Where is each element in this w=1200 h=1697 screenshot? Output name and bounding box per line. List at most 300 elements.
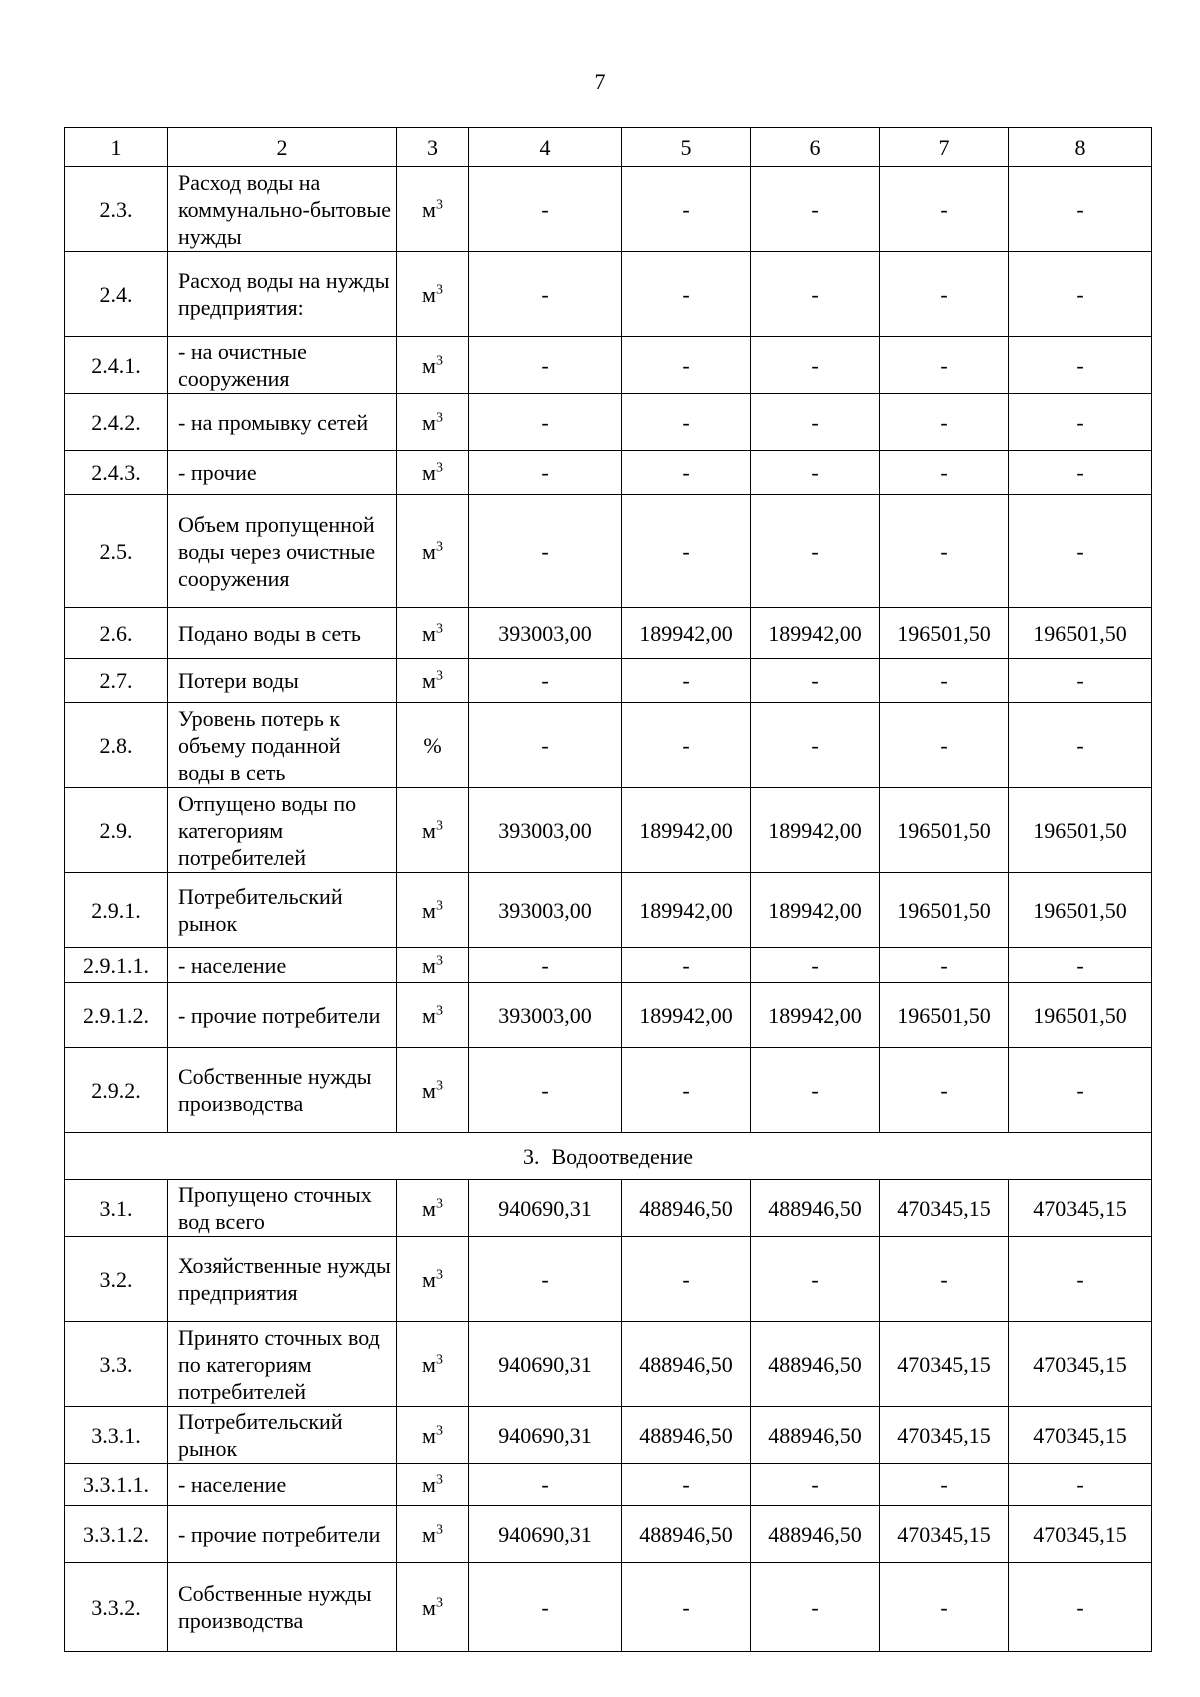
row-number-text: 3.3.1.2. <box>83 1521 149 1547</box>
row-number-text: 2.3. <box>99 196 133 222</box>
value-cell-text: - <box>811 952 819 978</box>
value-cell <box>751 495 880 608</box>
row-unit <box>397 1322 469 1407</box>
row-number <box>65 948 168 983</box>
header-cell: 6 <box>751 128 880 167</box>
table-row <box>65 608 1152 659</box>
value-cell <box>1009 1048 1152 1133</box>
value-cell <box>622 873 751 948</box>
row-name-text: Собственные нужды производства <box>178 1581 372 1633</box>
value-cell <box>622 1322 751 1407</box>
header-cell: 3 <box>397 128 469 167</box>
value-cell <box>880 788 1009 873</box>
value-cell <box>1009 394 1152 451</box>
row-number <box>65 1180 168 1237</box>
value-cell-text: - <box>940 460 948 485</box>
value-cell <box>622 451 751 495</box>
unit-superscript: 3 <box>435 953 443 969</box>
value-cell-text: - <box>541 460 549 485</box>
row-number <box>65 451 168 495</box>
value-cell-text: 189942,00 <box>768 620 862 646</box>
row-unit <box>397 948 469 983</box>
value-cell <box>1009 495 1152 608</box>
value-cell <box>469 451 622 495</box>
header-cell: 1 <box>65 128 168 167</box>
value-cell <box>1009 703 1152 788</box>
value-cell <box>751 608 880 659</box>
value-cell-text: - <box>1076 409 1084 435</box>
value-cell <box>1009 873 1152 948</box>
value-cell-text: - <box>682 1472 690 1497</box>
value-cell <box>880 1322 1009 1407</box>
value-cell <box>751 252 880 337</box>
row-name <box>168 1407 397 1464</box>
row-name-text: - прочие <box>178 460 257 485</box>
value-cell <box>469 167 622 252</box>
value-cell <box>751 1322 880 1407</box>
table-row <box>65 788 1152 873</box>
row-unit-text: м <box>422 409 436 435</box>
row-name <box>168 703 397 788</box>
row-unit <box>397 983 469 1048</box>
value-cell-text: - <box>811 538 819 564</box>
value-cell <box>469 1322 622 1407</box>
value-cell-text: - <box>1076 952 1084 978</box>
value-cell-text: - <box>1076 668 1084 693</box>
row-number <box>65 252 168 337</box>
row-unit <box>397 788 469 873</box>
row-number-text: 2.5. <box>99 538 133 564</box>
value-cell <box>880 252 1009 337</box>
value-cell-text: - <box>682 460 690 485</box>
row-name-text: Подано воды в сеть <box>178 620 361 646</box>
unit-superscript: 3 <box>435 1522 443 1538</box>
value-cell-text: 189942,00 <box>639 817 733 843</box>
value-cell-text: 189942,00 <box>768 897 862 923</box>
row-number-text: 2.4.2. <box>91 409 141 435</box>
row-name-text: Объем пропущенной воды через очистные сооружения <box>178 511 376 591</box>
row-unit <box>397 1563 469 1652</box>
value-cell <box>880 1506 1009 1563</box>
row-name <box>168 1322 397 1407</box>
row-unit <box>397 337 469 394</box>
row-name <box>168 337 397 394</box>
value-cell <box>469 1464 622 1506</box>
value-cell <box>469 394 622 451</box>
value-cell-text: - <box>541 352 549 378</box>
value-cell-text: 470345,15 <box>897 1422 991 1448</box>
section-title: Водоотведение <box>551 1143 694 1169</box>
row-unit <box>397 1180 469 1237</box>
table-row <box>65 1237 1152 1322</box>
value-cell-text: - <box>940 668 948 693</box>
value-cell <box>622 337 751 394</box>
unit-superscript: 3 <box>435 353 443 369</box>
row-unit <box>397 1464 469 1506</box>
unit-superscript: 3 <box>435 1352 443 1368</box>
value-cell <box>622 659 751 703</box>
value-cell-text: - <box>940 952 948 978</box>
unit-superscript: 3 <box>435 282 443 298</box>
unit-superscript: 3 <box>435 1472 443 1488</box>
value-cell <box>880 873 1009 948</box>
unit-superscript: 3 <box>435 410 443 426</box>
unit-superscript: 3 <box>435 668 443 684</box>
value-cell <box>469 1563 622 1652</box>
row-unit-text: м <box>422 538 436 564</box>
value-cell-text: - <box>940 281 948 307</box>
value-cell <box>622 1180 751 1237</box>
unit-superscript: 3 <box>435 539 443 555</box>
value-cell <box>469 1237 622 1322</box>
value-cell-text: - <box>541 281 549 307</box>
row-number-text: 3.3.2. <box>91 1594 141 1620</box>
table-row <box>65 873 1152 948</box>
row-unit <box>397 451 469 495</box>
table-row <box>65 1506 1152 1563</box>
value-cell <box>622 703 751 788</box>
value-cell <box>469 873 622 948</box>
value-cell <box>880 1563 1009 1652</box>
value-cell <box>751 788 880 873</box>
value-cell-text: - <box>541 1077 549 1103</box>
row-number <box>65 659 168 703</box>
value-cell <box>1009 948 1152 983</box>
row-unit-text: м <box>422 668 436 693</box>
value-cell-text: - <box>811 668 819 693</box>
row-name-text: - население <box>178 952 287 978</box>
row-name <box>168 1237 397 1322</box>
row-unit-text: м <box>422 1472 436 1497</box>
value-cell <box>469 495 622 608</box>
row-name-text: Собственные нужды производства <box>178 1064 372 1116</box>
value-cell-text: - <box>682 732 690 758</box>
value-cell <box>1009 167 1152 252</box>
value-cell <box>880 1464 1009 1506</box>
row-name-text: Пропущено сточных вод всего <box>178 1182 372 1234</box>
value-cell-text: - <box>811 1077 819 1103</box>
row-number <box>65 983 168 1048</box>
unit-superscript: 3 <box>435 1196 443 1212</box>
value-cell <box>622 252 751 337</box>
value-cell-text: - <box>940 196 948 222</box>
value-cell-text: - <box>682 1594 690 1620</box>
value-cell-text: - <box>1076 538 1084 564</box>
value-cell <box>751 1407 880 1464</box>
value-cell-text: - <box>541 732 549 758</box>
unit-superscript: 3 <box>435 1003 443 1019</box>
value-cell-text: - <box>811 1472 819 1497</box>
value-cell-text: - <box>682 1077 690 1103</box>
row-name-text: - на очистные сооружения <box>178 339 307 391</box>
value-cell-text: 470345,15 <box>1033 1195 1127 1221</box>
row-unit-text: м <box>422 1195 436 1221</box>
value-cell <box>751 703 880 788</box>
value-cell <box>469 703 622 788</box>
table-row <box>65 394 1152 451</box>
value-cell <box>1009 1563 1152 1652</box>
table-row <box>65 337 1152 394</box>
row-unit-text: м <box>422 620 436 646</box>
row-unit-text: м <box>422 1077 436 1103</box>
row-name-text: Потери воды <box>178 668 299 693</box>
row-number <box>65 608 168 659</box>
value-cell <box>880 1180 1009 1237</box>
row-unit <box>397 1407 469 1464</box>
row-number <box>65 1237 168 1322</box>
value-cell-text: - <box>940 1472 948 1497</box>
value-cell-text: - <box>1076 1472 1084 1497</box>
value-cell <box>751 659 880 703</box>
row-name-text: Принято сточных вод по категориям потребителей <box>178 1324 380 1404</box>
row-number <box>65 1506 168 1563</box>
value-cell-text: - <box>940 409 948 435</box>
value-cell <box>622 495 751 608</box>
row-number-text: 2.8. <box>99 732 133 758</box>
value-cell <box>622 948 751 983</box>
value-cell-text: 488946,50 <box>768 1521 862 1547</box>
value-cell-text: 393003,00 <box>498 1002 592 1028</box>
value-cell-text: 470345,15 <box>897 1195 991 1221</box>
value-cell <box>1009 1464 1152 1506</box>
value-cell-text: 488946,50 <box>639 1195 733 1221</box>
row-name-text: Расход воды на коммунально-бытовые нужды <box>178 169 392 249</box>
row-unit-text: м <box>422 1422 436 1448</box>
value-cell-text: - <box>1076 352 1084 378</box>
table-row <box>65 983 1152 1048</box>
row-name <box>168 659 397 703</box>
row-name-text: Расход воды на нужды предприятия: <box>178 268 390 320</box>
value-cell-text: 470345,15 <box>1033 1521 1127 1547</box>
table-row <box>65 1322 1152 1407</box>
row-name <box>168 495 397 608</box>
table-row <box>65 1464 1152 1506</box>
unit-superscript: 3 <box>435 197 443 213</box>
value-cell <box>880 337 1009 394</box>
row-name <box>168 1048 397 1133</box>
value-cell <box>469 1407 622 1464</box>
table-row <box>65 451 1152 495</box>
value-cell-text: - <box>1076 460 1084 485</box>
row-number <box>65 337 168 394</box>
value-cell-text: 488946,50 <box>768 1422 862 1448</box>
value-cell <box>1009 1506 1152 1563</box>
row-unit-text: м <box>422 281 436 307</box>
value-cell-text: 470345,15 <box>1033 1351 1127 1377</box>
row-unit-text: м <box>422 1002 436 1028</box>
header-row <box>65 128 1152 167</box>
value-cell-text: 196501,50 <box>1033 817 1127 843</box>
row-number-text: 2.7. <box>99 668 133 693</box>
value-cell-text: 189942,00 <box>768 1002 862 1028</box>
value-cell <box>880 983 1009 1048</box>
value-cell-text: - <box>1076 196 1084 222</box>
value-cell <box>469 983 622 1048</box>
row-number <box>65 495 168 608</box>
row-name <box>168 608 397 659</box>
value-cell-text: 940690,31 <box>498 1521 592 1547</box>
row-unit-text: м <box>422 1521 436 1547</box>
row-name-text: - на промывку сетей <box>178 409 369 435</box>
value-cell-text: - <box>682 352 690 378</box>
row-number-text: 3.3. <box>99 1351 133 1377</box>
value-cell-text: - <box>940 732 948 758</box>
value-cell <box>880 1048 1009 1133</box>
value-cell-text: - <box>811 196 819 222</box>
row-number-text: 2.9.2. <box>91 1077 141 1103</box>
row-unit <box>397 1048 469 1133</box>
row-name <box>168 983 397 1048</box>
row-number <box>65 788 168 873</box>
row-name <box>168 252 397 337</box>
row-unit-text: м <box>422 952 436 978</box>
value-cell <box>469 608 622 659</box>
table-row <box>65 1048 1152 1133</box>
row-number <box>65 1407 168 1464</box>
value-cell <box>880 167 1009 252</box>
value-cell <box>880 394 1009 451</box>
value-cell-text: 393003,00 <box>498 897 592 923</box>
value-cell-text: 393003,00 <box>498 817 592 843</box>
table-row <box>65 167 1152 252</box>
table-row <box>65 252 1152 337</box>
row-name-text: - прочие потребители <box>178 1002 381 1028</box>
value-cell <box>880 1407 1009 1464</box>
value-cell-text: 940690,31 <box>498 1422 592 1448</box>
value-cell-text: 488946,50 <box>639 1422 733 1448</box>
row-unit-text: м <box>422 1351 436 1377</box>
row-number-text: 2.4.1. <box>91 352 141 378</box>
row-unit-text: м <box>422 897 436 923</box>
value-cell <box>751 873 880 948</box>
value-cell <box>1009 337 1152 394</box>
value-cell-text: 488946,50 <box>639 1521 733 1547</box>
value-cell <box>622 788 751 873</box>
row-name-text: Хозяйственные нужды предприятия <box>178 1253 391 1305</box>
row-number <box>65 394 168 451</box>
row-name <box>168 1464 397 1506</box>
value-cell <box>751 1506 880 1563</box>
row-number-text: 3.3.1.1. <box>83 1472 149 1497</box>
value-cell <box>469 659 622 703</box>
row-number-text: 3.3.1. <box>91 1422 141 1448</box>
value-cell <box>880 451 1009 495</box>
value-cell <box>469 1048 622 1133</box>
header-cell: 5 <box>622 128 751 167</box>
value-cell <box>469 337 622 394</box>
value-cell <box>880 659 1009 703</box>
value-cell-text: 196501,50 <box>897 817 991 843</box>
row-number <box>65 1322 168 1407</box>
section-header-cell <box>65 1133 1152 1180</box>
value-cell-text: 940690,31 <box>498 1351 592 1377</box>
unit-superscript: 3 <box>435 818 443 834</box>
value-cell <box>1009 983 1152 1048</box>
value-cell-text: - <box>682 1266 690 1292</box>
value-cell-text: - <box>940 1266 948 1292</box>
value-cell <box>751 451 880 495</box>
value-cell <box>1009 659 1152 703</box>
row-name-text: Потребительский рынок <box>178 884 343 936</box>
row-number <box>65 1563 168 1652</box>
value-cell <box>1009 1322 1152 1407</box>
value-cell-text: 488946,50 <box>639 1351 733 1377</box>
value-cell <box>751 167 880 252</box>
row-unit <box>397 495 469 608</box>
row-number <box>65 1048 168 1133</box>
value-cell <box>622 1563 751 1652</box>
value-cell <box>622 1464 751 1506</box>
value-cell-text: 470345,15 <box>897 1351 991 1377</box>
value-cell <box>1009 1180 1152 1237</box>
value-cell <box>622 608 751 659</box>
value-cell-text: - <box>940 1077 948 1103</box>
row-unit <box>397 1506 469 1563</box>
value-cell <box>751 983 880 1048</box>
value-cell-text: - <box>682 952 690 978</box>
value-cell-text: - <box>811 460 819 485</box>
row-unit-text: м <box>422 460 436 485</box>
value-cell-text: - <box>1076 1077 1084 1103</box>
value-cell-text: 189942,00 <box>768 817 862 843</box>
row-number <box>65 703 168 788</box>
row-unit-text: м <box>422 352 436 378</box>
value-cell <box>622 983 751 1048</box>
value-cell <box>1009 451 1152 495</box>
table-row <box>65 703 1152 788</box>
value-cell <box>880 608 1009 659</box>
value-cell-text: - <box>541 538 549 564</box>
value-cell-text: - <box>541 1266 549 1292</box>
unit-superscript: 3 <box>435 1595 443 1611</box>
table-row <box>65 1407 1152 1464</box>
value-cell <box>880 703 1009 788</box>
value-cell <box>1009 252 1152 337</box>
row-name-text: Отпущено воды по категориям потребителей <box>178 790 357 870</box>
value-cell-text: - <box>682 538 690 564</box>
value-cell <box>880 495 1009 608</box>
value-cell-text: - <box>940 1594 948 1620</box>
value-cell-text: 470345,15 <box>897 1521 991 1547</box>
section-number: 3. <box>522 1143 540 1169</box>
value-cell <box>622 394 751 451</box>
table-row <box>65 659 1152 703</box>
row-unit <box>397 252 469 337</box>
value-cell <box>1009 1407 1152 1464</box>
value-cell-text: - <box>682 409 690 435</box>
row-name-text: Уровень потерь к объему поданной воды в сеть <box>178 705 341 785</box>
row-number-text: 3.1. <box>99 1195 133 1221</box>
value-cell-text: - <box>541 952 549 978</box>
row-number <box>65 873 168 948</box>
value-cell-text: - <box>811 281 819 307</box>
data-table <box>64 127 1152 1652</box>
value-cell-text: - <box>811 1594 819 1620</box>
row-name <box>168 788 397 873</box>
value-cell-text: - <box>811 732 819 758</box>
row-number-text: 2.9.1.2. <box>83 1002 149 1028</box>
row-name <box>168 1180 397 1237</box>
value-cell <box>1009 1237 1152 1322</box>
row-name <box>168 1506 397 1563</box>
page-number: 7 <box>594 69 606 94</box>
row-number-text: 2.9.1.1. <box>83 952 149 978</box>
value-cell-text: 196501,50 <box>1033 1002 1127 1028</box>
value-cell-text: 196501,50 <box>897 620 991 646</box>
header-cell: 7 <box>880 128 1009 167</box>
value-cell-text: - <box>682 668 690 693</box>
value-cell-text: 488946,50 <box>768 1351 862 1377</box>
